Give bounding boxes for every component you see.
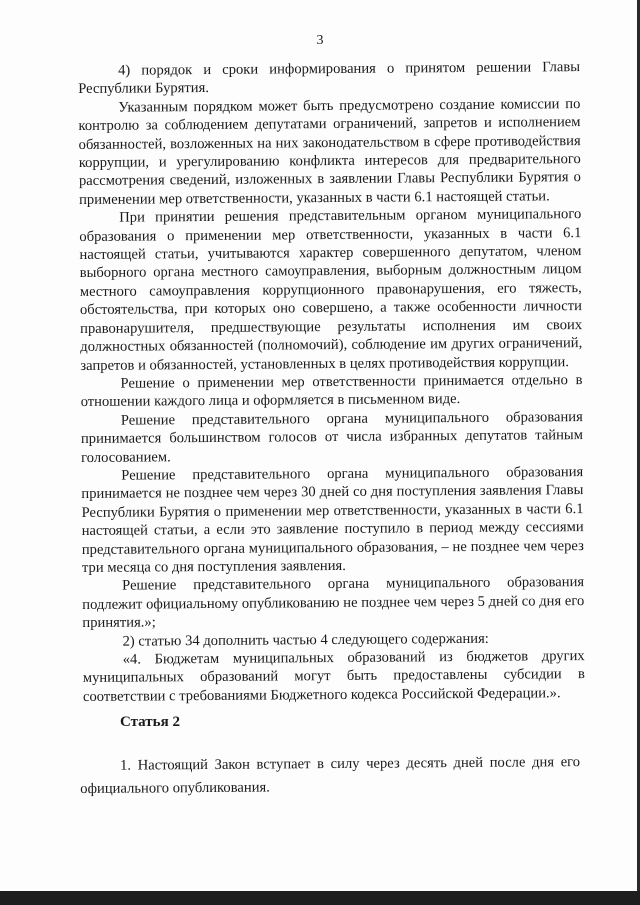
paragraph-publication: Решение представительного органа муниципального образования подлежит официальному опубликованию не позднее чем через 5 дней со дня его принятия.»; (82, 574, 585, 632)
paragraph-deadline: Решение представительного органа муниципального образования принимается не позднее чем через 30 дней со дня поступления заявления Главы Республики Бурятия о применении мер ответственности, указанных в части 6.1 настоящей статьи, а если это заявление поступило в период между сессиями представительного органа муниципального образования, – не позднее чем через три месяца со дня поступления заявления. (81, 463, 584, 576)
paragraph-article-34: 2) статью 34 дополнить частью 4 следующего содержания: (122, 630, 489, 650)
paragraph-subsidies: «4. Бюджетам муниципальных образований из бюджетов других муниципальных образований могут быть предоставлены субсидии в соответствии с требованиями Бюджетного кодекса Российской Федерации.». (82, 648, 585, 705)
scan-edge-bottom (0, 891, 640, 905)
paragraph-secret-vote: Решение представительного органа муниципального образования принимается большинством голосов от числа избранных депутатов тайным голосованием. (80, 408, 584, 466)
paragraph-item-4: 4) порядок и сроки информирования о принятом решении Главы Республики Бурятия. (78, 59, 581, 98)
body-text (78, 58, 585, 706)
paragraph-entry-into-force: 1. Настоящий Закон вступает в силу через десять дней после дня его официального опубликования. (80, 754, 581, 797)
article-2-text (80, 751, 580, 801)
article-heading: Статья 2 (120, 714, 180, 730)
paragraph-commission: Указанным порядком может быть предусмотрено создание комиссии по контролю за соблюдением депутатами ограничений, запретов и исполнением обязанностей, возложенных на них законодательством в сфере противодействия коррупции, и урегулированию конфликта интересов для предварительного рассмотрения сведений, изложенных в заявлении Главы Республики Бурятия о применении мер ответственности, указанных в части 6.1 настоящей статьи. (78, 95, 581, 208)
paragraph-decision-factors: При принятии решения представительным органом муниципального образования о применении мер ответственности, указанных в части 6.1 настоящей статьи, учитываются характер совершенного депутатом, членом выборного органа местного самоуправления, выборным должностным лицом местного самоуправления коррупционного правонарушения, его тяжесть, обстоятельства, при которых оно совершено, а также особенности личности правонарушителя, предшествующие результаты исполнения им своих должностных обязанностей (полномочий), соблюдение им других ограничений, запретов и обязанностей, установленных в целях противодействия коррупции. (79, 206, 583, 374)
paragraph-separate-decision: Решение о применении мер ответственности принимается отдельно в отношении каждого лица и оформляется в письменном виде. (80, 371, 583, 411)
page-number: 3 (316, 33, 324, 48)
